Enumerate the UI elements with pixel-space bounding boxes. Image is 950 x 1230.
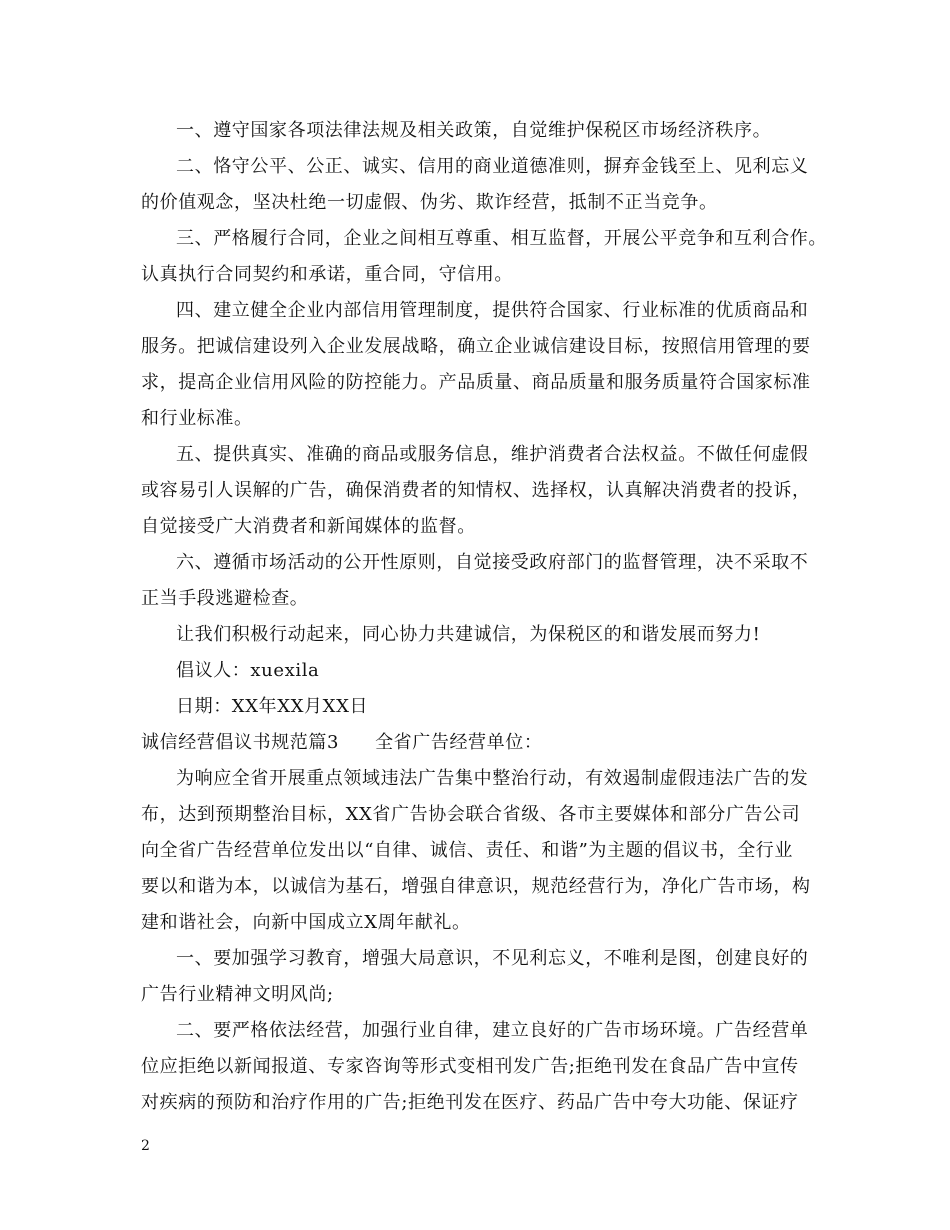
paragraph-line: 为响应全省开展重点领域违法广告集中整治行动，有效遏制虚假违法广告的发 — [176, 768, 809, 789]
section-heading — [141, 725, 813, 761]
paragraph-line: 六、遵循市场活动的公开性原则，自觉接受政府部门的监督管理，决不采取不 — [176, 552, 809, 573]
closing-line: 让我们积极行动起来，同心协力共建诚信，为保税区的和谐发展而努力! — [176, 624, 761, 645]
paragraph-line: 布，达到预期整治目标，XX省广告协会联合省级、各市主要媒体和部分广告公司 — [141, 804, 801, 825]
paragraph-line: 正当手段逃避检查。 — [141, 588, 309, 609]
paragraph-line: 的价值观念，坚决杜绝一切虚假、伪劣、欺诈经营，抵制不正当竞争。 — [141, 192, 718, 213]
paragraph-line: 一、遵守国家各项法律法规及相关政策，自觉维护保税区市场经济秩序。 — [176, 120, 772, 141]
paragraph-line: 向全省广告经营单位发出以“自律、诚信、责任、和谐”为主题的倡议书，全行业 — [141, 840, 794, 861]
paragraph-line: 认真执行合同契约和承诺，重合同，守信用。 — [141, 264, 513, 285]
paragraph-line: 和行业标准。 — [141, 408, 253, 429]
paragraph-line: 建和谐社会，向新中国成立X周年献礼。 — [141, 912, 471, 933]
paragraph-line: 求，提高企业信用风险的防控能力。产品质量、商品质量和服务质量符合国家标准 — [141, 372, 811, 393]
paragraph-line: 四、建立健全企业内部信用管理制度，提供符合国家、行业标准的优质商品和 — [176, 300, 809, 321]
paragraph-line: 要以和谐为本，以诚信为基石，增强自律意识，规范经营行为，净化广告市场，构 — [141, 876, 811, 897]
date-line: 日期：XX年XX月XX日 — [176, 696, 369, 717]
paragraph-line: 五、提供真实、准确的商品或服务信息，维护消费者合法权益。不做任何虚假 — [176, 444, 809, 465]
paragraph-line: 或容易引人误解的广告，确保消费者的知情权、选择权，认真解决消费者的投诉， — [141, 480, 811, 501]
paragraph-line: 三、严格履行合同，企业之间相互尊重、相互监督，开展公平竞争和互利合作。 — [176, 228, 827, 249]
document-body — [141, 113, 827, 1121]
paragraph-line: 自觉接受广大消费者和新闻媒体的监督。 — [141, 516, 476, 537]
paragraph-line: 服务。把诚信建设列入企业发展战略，确立企业诚信建设目标，按照信用管理的要 — [141, 336, 811, 357]
page-number: 2 — [141, 1138, 150, 1154]
paragraph-line: 位应拒绝以新闻报道、专家咨询等形式变相刊发广告;拒绝刊发在食品广告中宣传 — [141, 1056, 799, 1077]
initiator-line: 倡议人：xuexila — [176, 660, 320, 681]
section-addressee: 全省广告经营单位： — [375, 732, 543, 753]
paragraph-line: 一、要加强学习教育，增强大局意识，不见利忘义，不唯利是图，创建良好的 — [176, 948, 809, 969]
paragraph-line: 广告行业精神文明风尚; — [141, 984, 334, 1005]
section-title: 诚信经营倡议书规范篇3 — [141, 732, 340, 753]
paragraph-line: 二、恪守公平、公正、诚实、信用的商业道德准则，摒弃金钱至上、见利忘义 — [176, 156, 809, 177]
paragraph-line: 二、要严格依法经营，加强行业自律，建立良好的广告市场环境。广告经营单 — [176, 1020, 809, 1041]
paragraph-line: 对疾病的预防和治疗作用的广告;拒绝刊发在医疗、药品广告中夸大功能、保证疗 — [141, 1092, 799, 1113]
